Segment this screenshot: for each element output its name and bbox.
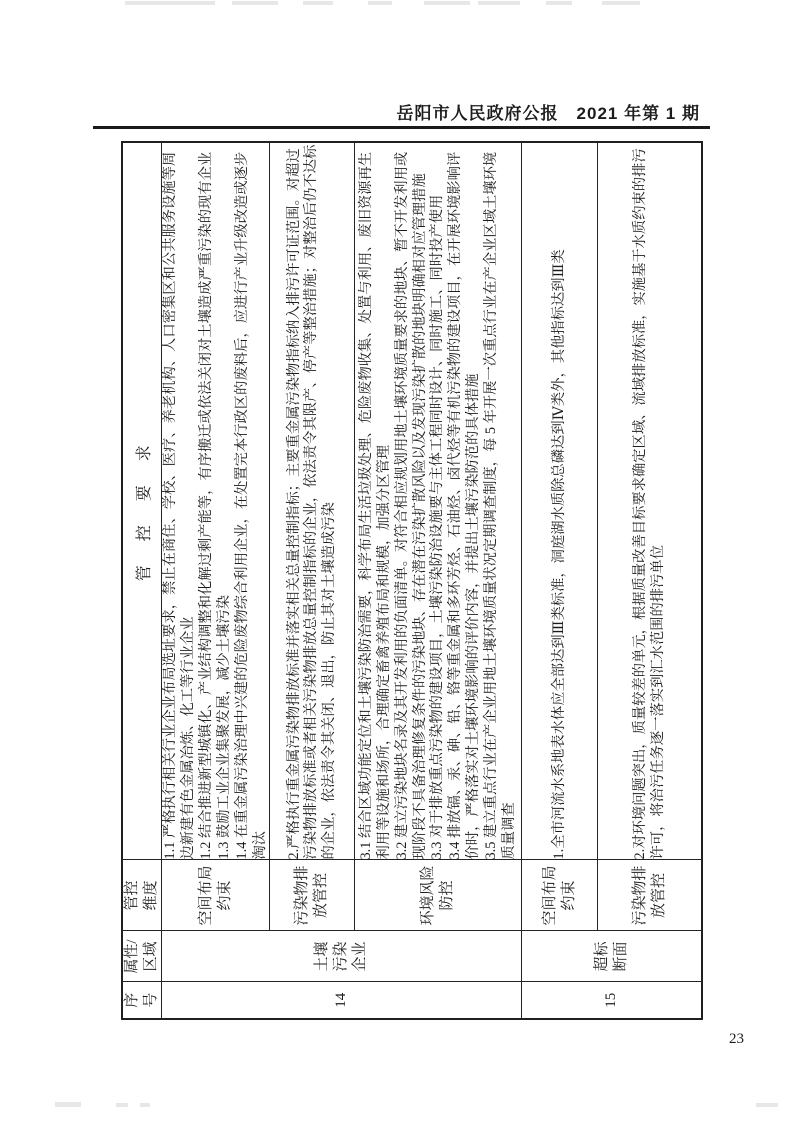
row14-pollutant-discharge-requirements: 2.严格执行重金属污染物排放标准并落实相关总量控制指标；主要重金属污染物指标纳入排污许可证范围。对超过污染物排放标准或者相关污染物排放总量控制指标的企业，依法责令其限产、停产等整治措施；对整治后仍不达标的企业，依法责令其关闭、退出，防止其对土壤造成污染 xyxy=(270,142,355,860)
header-rule xyxy=(93,126,710,129)
scan-artifact xyxy=(125,1,215,5)
table-row xyxy=(270,142,355,1019)
scan-artifact xyxy=(232,1,278,5)
row15-dimension-spatial-layout: 空间布局 约束 xyxy=(522,860,598,931)
row14-seq: 14 xyxy=(162,982,522,1019)
scan-artifact xyxy=(602,1,640,5)
row15-spatial-layout-requirements: 1.全市河流水系地表水体应全部达到Ⅲ类标准，洞庭湖水质除总磷达到Ⅳ类外，其他指标达到Ⅲ类 xyxy=(522,142,598,860)
table-row xyxy=(598,142,702,1019)
row14-spatial-layout-requirements: 1.1 严格执行相关行业企业布局选址要求，禁止在商住、学校、医疗、养老机构、人口密集区和公共服务设施等周边新建有色金属冶炼、化工等行业企业 1.2 结合推进新型城镇化、产业结构调整和化解过剩产能等，有序搬迁或依法关闭对土壤造成严重污染的现有企业 1.3 鼓励工业企业集聚发展，减少土壤污染 1.4 在重金属污染治理中兴建的危险废物综合利用企业，在处置完本行政区的废料后，应进行产业升级改造或逐步淘汰 xyxy=(162,142,270,860)
header-seq: 序 号 xyxy=(122,982,162,1019)
row14-dimension-environmental-risk: 环境风险 防控 xyxy=(355,860,522,931)
row14-dimension-pollutant-discharge: 污染物排 放管控 xyxy=(270,860,355,931)
table-row xyxy=(355,142,522,1019)
scan-artifact xyxy=(424,1,470,5)
row15-attribute: 超标 断面 xyxy=(522,931,702,982)
table-row xyxy=(522,142,598,1019)
scan-artifact xyxy=(756,1103,778,1107)
scan-artifact xyxy=(140,1103,150,1107)
table-row xyxy=(162,142,270,1019)
page-number: 23 xyxy=(729,1031,744,1047)
header-control-requirement: 管控要求 xyxy=(122,142,162,860)
table-header-row xyxy=(122,142,162,1019)
rotated-table-container xyxy=(121,143,699,1020)
scan-artifact xyxy=(368,1,392,5)
header-control-dimension: 管控 维度 xyxy=(122,860,162,931)
row15-pollutant-discharge-requirements: 2.对环境问题突出，质量较差的单元，根据质量改善目标要求确定区域、流域排放标准，实施基于水质约束的排污许可，将治污任务逐一落实到汇水范围的排污单位 xyxy=(598,142,702,860)
gazette-issue: 2021 年第 1 期 xyxy=(576,104,700,123)
row14-environmental-risk-requirements: 3.1 结合区域功能定位和土壤污染防治需要，科学布局生活垃圾处理、危险废物收集、处置与利用、废旧资源再生利用等设施和场所，合理确定畜禽养殖布局和规模，加强分区管理 3.2 建立污染地块名录及其开发利用的负面清单。对符合相应规划用地土壤环境质量要求的地块、暂不开发利用或现阶段不具备治理修复条件的污染地块、存在潜在污染扩散风险以及发现污染扩散的地块明确相对应管理措施 3.3 对于排放重点污染物的建设项目，土壤污染防治设施要与主体工程同时设计、同时施工、同时投产使用 3.4 排放镉、汞、砷、铅、铬等重金属和多环芳烃、石油烃、卤代烃等有机污染物的建设项目，在开展环境影响评价时，严格落实对土壤环境影响的评价内容，并提出土壤污染防范的具体措施 3.5 建立重点行业在产企业用地土壤环境质量状况定期调查制度，每 5 年开展一次重点行业在产企业区域土壤环境质量调查 xyxy=(355,142,522,860)
gazette-running-head xyxy=(397,99,700,124)
scan-artifact xyxy=(546,1,572,5)
row14-attribute: 土壤 污染 企业 xyxy=(162,931,522,982)
row15-seq: 15 xyxy=(522,982,702,1019)
gazette-title: 岳阳市人民政府公报 xyxy=(396,104,559,123)
scan-artifact xyxy=(55,1102,81,1107)
row14-dimension-spatial-layout: 空间布局 约束 xyxy=(162,860,270,931)
scan-artifact xyxy=(303,1,333,5)
scan-artifact xyxy=(116,1103,128,1107)
scan-artifact xyxy=(478,1,520,5)
header-attribute-region: 属性/ 区域 xyxy=(122,931,162,982)
row15-dimension-pollutant-discharge: 污染物排 放管控 xyxy=(598,860,702,931)
control-requirements-table xyxy=(121,141,703,1020)
